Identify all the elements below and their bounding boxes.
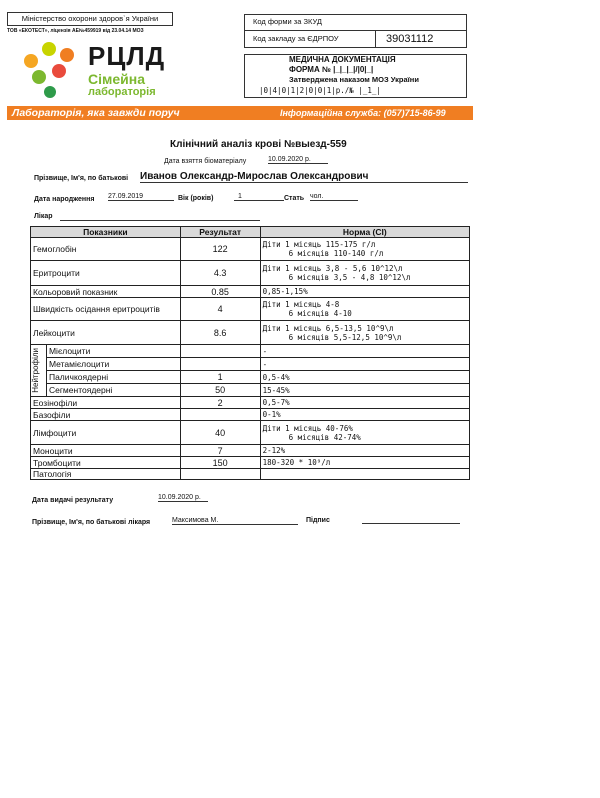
form-code-label: Код форми за ЗКУД [245,15,466,31]
row-name: Лімфоцити [31,421,181,445]
table-row [31,445,470,457]
row-result: 8.6 [180,321,260,345]
issue-date: 10.09.2020 р. [158,494,208,502]
row-result: 4.3 [180,261,260,286]
row-norm: 0-1% [260,409,469,421]
row-norm: Діти 1 місяць 115-175 г/л 6 місяців 110-140 г/л [260,238,469,261]
row-result: 150 [180,457,260,469]
license-text: ТОВ «ЕКОТЕСТ», ліцензія АЕ№459919 від 23.04.14 МОЗ [7,28,144,34]
edrpou-label: Код закладу за ЄДРПОУ [253,34,339,43]
sex-label: Стать [284,195,305,202]
row-result [180,358,260,371]
row-name: Кольоровий показник [31,286,181,298]
row-norm: 0,85-1,15% [260,286,469,298]
header-norm: Норма (СІ) [260,227,469,238]
row-norm: Діти 1 місяць 6,5-13,5 10^9\л 6 місяців 5,5-12,5 10^9\л [260,321,469,345]
doctor-name-label: Прізвище, Ім'я, по батькові лікаря [32,519,151,526]
row-result: 4 [180,298,260,321]
row-norm [260,469,469,480]
logo-dots-icon [22,42,82,102]
dob-label: Дата народження [34,196,95,203]
row-result: 2 [180,397,260,409]
form-number: ФОРМА № |_|_|_|/|0|_| [289,65,374,74]
row-result: 122 [180,238,260,261]
row-norm: 0,5-7% [260,397,469,409]
table-row [31,371,470,384]
row-result [180,409,260,421]
table-row [31,469,470,480]
row-result: 1 [180,371,260,384]
row-norm: 0,5-4% [260,371,469,384]
row-name: Базофіли [31,409,181,421]
approved-text: Затверджена наказом МОЗ України [289,75,419,84]
signature-label: Підпис [306,517,330,524]
table-row [31,421,470,445]
row-name: Моноцити [31,445,181,457]
age-label: Вік (років) [178,195,214,202]
table-row [31,298,470,321]
neutrophils-group: Нейтрофіли [31,345,47,397]
header-indicators: Показники [31,227,181,238]
report-title: Клінічний аналіз крові №выезд-559 [170,139,347,150]
table-row [31,358,470,371]
row-name: Метамієлоцити [46,358,180,371]
row-norm: - [260,345,469,358]
results-table [30,226,470,480]
edrpou-value: 39031112 [375,31,466,47]
sample-date: 10.09.2020 р. [268,156,328,164]
med-doc-title: МЕДИЧНА ДОКУМЕНТАЦІЯ [289,55,396,64]
row-name: Паличкоядерні [46,371,180,384]
patient-label: Прізвище, Ім'я, по батькові [34,175,129,182]
table-row [31,345,470,358]
row-norm: Діти 1 місяць 4-8 6 місяців 4-10 [260,298,469,321]
row-result [180,345,260,358]
table-row [31,238,470,261]
age-value: 1 [234,193,284,201]
doctor-name: Максимова М. [172,517,298,525]
row-result: 50 [180,384,260,397]
row-result: 7 [180,445,260,457]
patient-name: Иванов Олександр-Мирослав Олександрович [140,171,468,183]
row-result: 0.85 [180,286,260,298]
table-row [31,384,470,397]
med-doc-box [244,54,467,98]
banner-slogan: Лабораторія, яка завжди поруч [12,107,180,119]
table-row [31,457,470,469]
row-name: Патологія [31,469,181,480]
row-norm: 2-12% [260,445,469,457]
table-row [31,397,470,409]
table-row [31,409,470,421]
row-name: Гемоглобін [31,238,181,261]
row-norm: 15-45% [260,384,469,397]
table-row [31,286,470,298]
row-result: 40 [180,421,260,445]
row-name: Лейкоцити [31,321,181,345]
ministry-header: Міністерство охорони здоров`я України [7,12,173,26]
row-name: Тромбоцити [31,457,181,469]
table-row [31,321,470,345]
row-name: Мієлоцити [46,345,180,358]
header-result: Результат [180,227,260,238]
signature-line [362,515,460,524]
banner-info-phone: Інформаційна служба: (057)715-86-99 [280,108,446,118]
form-code-box [244,14,467,48]
issue-date-label: Дата видачі результату [32,497,114,504]
dob-value: 27.09.2019 [108,193,174,201]
doctor-label: Лікар [34,213,53,220]
row-norm: - [260,358,469,371]
row-norm: 180-320 * 10⁹/л [260,457,469,469]
row-name: Еритроцити [31,261,181,286]
doctor-line [60,211,260,221]
logo-sub2: лабораторія [88,86,156,98]
row-norm: Діти 1 місяць 40-76% 6 місяців 42-74% [260,421,469,445]
table-row [31,261,470,286]
sex-value: чол. [310,193,358,201]
row-name: Еозінофіли [31,397,181,409]
row-name: Швидкість осідання еритроцитів [31,298,181,321]
row-norm: Діти 1 місяць 3,8 - 5,6 10^12\л 6 місяців 3,5 - 4,8 10^12\л [260,261,469,286]
logo-main: РЦЛД [88,41,166,71]
order-number: |0|4|0|1|2|0|0|1|р./№ |_1_| [259,86,381,95]
row-result [180,469,260,480]
sample-date-label: Дата взяття біоматеріалу [164,158,247,165]
row-name: Сегментоядерні [46,384,180,397]
logo-sub1: Сімейна [88,71,145,87]
